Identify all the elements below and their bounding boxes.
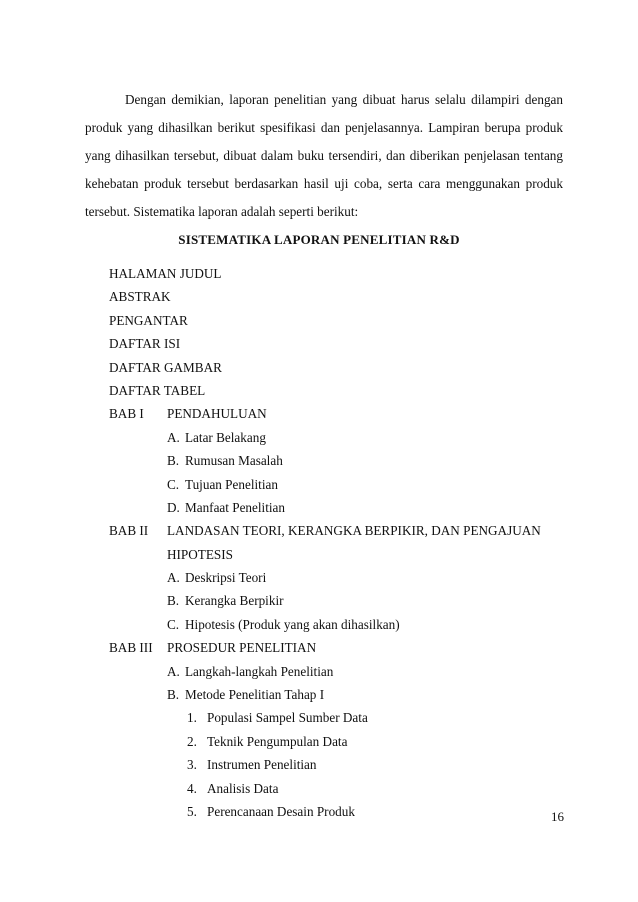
chapter-title-continued: HIPOTESIS bbox=[167, 546, 233, 562]
outline-front-item: DAFTAR TABEL bbox=[109, 382, 206, 398]
item-text: Latar Belakang bbox=[185, 429, 266, 445]
chapter-title: PROSEDUR PENELITIAN bbox=[167, 640, 317, 656]
outline-front-item: PENGANTAR bbox=[109, 312, 188, 328]
chapter-subitem bbox=[109, 753, 541, 776]
outline-front-item: DAFTAR GAMBAR bbox=[109, 359, 222, 375]
chapter-item bbox=[109, 683, 541, 706]
item-text: Rumusan Masalah bbox=[185, 453, 283, 469]
subitem-text: Teknik Pengumpulan Data bbox=[207, 733, 348, 749]
item-letter: B. bbox=[167, 593, 180, 609]
item-letter: A. bbox=[167, 570, 180, 586]
section-title: SISTEMATIKA LAPORAN PENELITIAN R&D bbox=[178, 232, 460, 247]
subitem-number: 3. bbox=[187, 757, 197, 773]
item-letter: A. bbox=[167, 663, 180, 679]
item-letter: B. bbox=[167, 453, 180, 469]
subitem-number: 4. bbox=[187, 780, 197, 796]
subitem-text: Perencanaan Desain Produk bbox=[207, 803, 355, 819]
item-text: Kerangka Berpikir bbox=[185, 593, 284, 609]
intro-paragraph bbox=[85, 86, 563, 226]
chapter-label: BAB II bbox=[109, 523, 149, 539]
chapter-item bbox=[109, 426, 541, 449]
subitem-number: 5. bbox=[187, 803, 197, 819]
chapter-heading bbox=[109, 636, 541, 659]
chapter-label: BAB III bbox=[109, 640, 153, 656]
item-letter: B. bbox=[167, 687, 180, 703]
item-letter: C. bbox=[167, 476, 180, 492]
subitem-text: Analisis Data bbox=[207, 780, 279, 796]
chapter-subitem bbox=[109, 800, 541, 823]
chapter-label: BAB I bbox=[109, 406, 144, 422]
intro-paragraph-text: Dengan demikian, laporan penelitian yang dibuat harus selalu dilampiri dengan produk yang dihasilkan berikut spesifikasi dan penjelasannya. Lampiran berupa produk yang dihasilkan tersebut, dibuat dalam buku tersendiri, dan diberikan penjelasan tentang kehebatan produk tersebut berdasarkan hasil uji coba, serta cara menggunakan produk tersebut. Sistematika laporan adalah seperti berikut: bbox=[85, 92, 563, 219]
chapter-item bbox=[109, 613, 541, 636]
subitem-text: Populasi Sampel Sumber Data bbox=[207, 710, 368, 726]
item-text: Metode Penelitian Tahap I bbox=[185, 687, 325, 703]
item-text: Deskripsi Teori bbox=[185, 570, 267, 586]
outline-front-item: DAFTAR ISI bbox=[109, 336, 181, 352]
outline-front-item: HALAMAN JUDUL bbox=[109, 266, 222, 281]
item-letter: A. bbox=[167, 429, 180, 445]
item-letter: D. bbox=[167, 499, 180, 515]
chapter-heading bbox=[109, 519, 541, 542]
chapter-item bbox=[109, 473, 541, 496]
item-text: Manfaat Penelitian bbox=[185, 499, 285, 515]
chapter-subitem bbox=[109, 706, 541, 729]
chapter-item bbox=[109, 449, 541, 472]
chapter-item bbox=[109, 589, 541, 612]
subitem-number: 1. bbox=[187, 710, 197, 726]
item-text: Tujuan Penelitian bbox=[185, 476, 278, 492]
page-number: 16 bbox=[551, 809, 564, 824]
report-outline bbox=[109, 262, 541, 823]
chapter-heading bbox=[109, 402, 541, 425]
chapter-subitem bbox=[109, 777, 541, 800]
item-text: Hipotesis (Produk yang akan dihasilkan) bbox=[185, 616, 400, 632]
outline-front-item: ABSTRAK bbox=[109, 289, 171, 305]
subitem-text: Instrumen Penelitian bbox=[207, 757, 317, 773]
subitem-number: 2. bbox=[187, 733, 197, 749]
chapter-subitem bbox=[109, 730, 541, 753]
chapter-item bbox=[109, 566, 541, 589]
chapter-item bbox=[109, 660, 541, 683]
chapter-item bbox=[109, 496, 541, 519]
item-letter: C. bbox=[167, 616, 180, 632]
chapter-title: PENDAHULUAN bbox=[167, 406, 267, 422]
chapter-title: LANDASAN TEORI, KERANGKA BERPIKIR, DAN PENGAJUAN bbox=[167, 523, 541, 539]
item-text: Langkah-langkah Penelitian bbox=[185, 663, 334, 679]
